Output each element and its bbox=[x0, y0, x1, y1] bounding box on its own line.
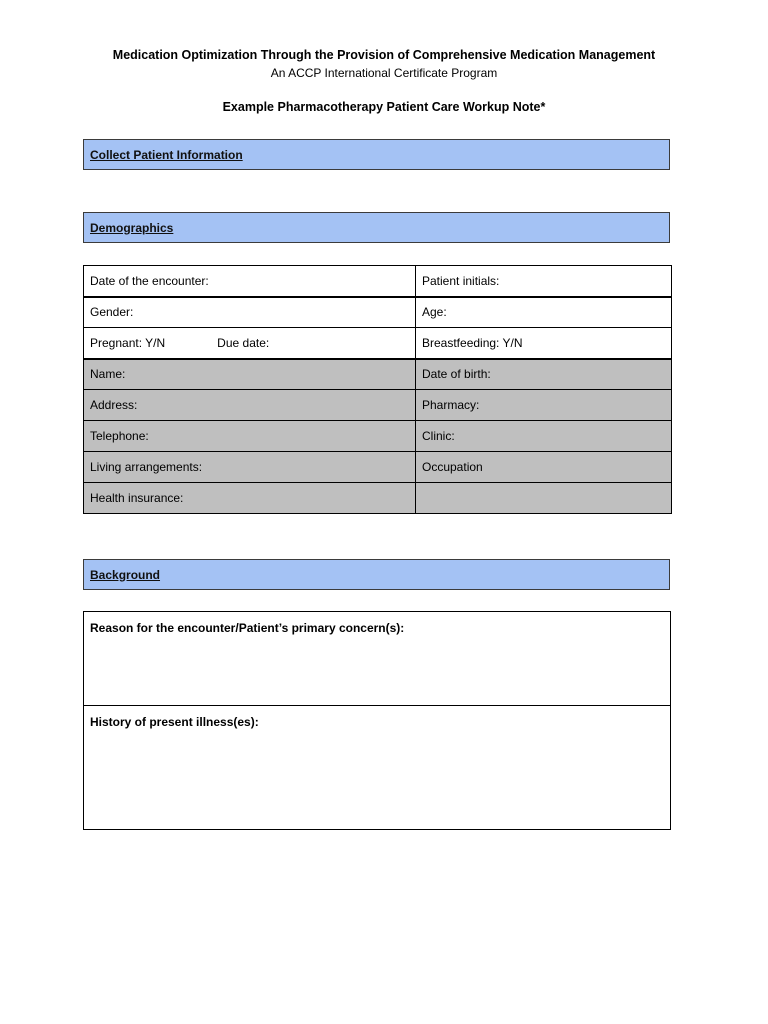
clinic-label: Clinic: bbox=[422, 429, 455, 443]
occupation-field[interactable] bbox=[416, 452, 672, 483]
gender-field[interactable] bbox=[84, 297, 416, 328]
primary-concern-label: Reason for the encounter/Patient’s primary concern(s): bbox=[90, 621, 405, 635]
breastfeeding-label: Breastfeeding: Y/N bbox=[422, 335, 523, 350]
section-header-demographics bbox=[83, 212, 670, 243]
primary-concern-field[interactable] bbox=[84, 612, 671, 706]
name-label: Name: bbox=[90, 367, 126, 382]
date-of-birth-label: Date of birth: bbox=[422, 367, 491, 382]
table-row bbox=[84, 483, 672, 514]
age-field[interactable] bbox=[416, 297, 672, 328]
table-row bbox=[84, 706, 671, 830]
section-header-collect bbox=[83, 139, 670, 170]
table-row bbox=[84, 390, 672, 421]
section-header-background-label: Background bbox=[90, 567, 161, 582]
section-header-collect-label: Collect Patient Information bbox=[90, 147, 243, 162]
history-present-illness-field[interactable] bbox=[84, 706, 671, 830]
table-row bbox=[84, 612, 671, 706]
history-present-illness-label: History of present illness(es): bbox=[90, 715, 259, 729]
telephone-field[interactable] bbox=[84, 421, 416, 452]
telephone-label: Telephone: bbox=[90, 429, 149, 443]
pharmacy-field[interactable] bbox=[416, 390, 672, 421]
address-field[interactable] bbox=[84, 390, 416, 421]
health-insurance-field[interactable] bbox=[84, 483, 416, 514]
note-title: Example Pharmacotherapy Patient Care Workup Note* bbox=[222, 100, 546, 114]
patient-initials-field[interactable] bbox=[416, 266, 672, 297]
due-date-label: Due date: bbox=[217, 335, 270, 350]
patient-initials-label: Patient initials: bbox=[422, 273, 500, 288]
clinic-field[interactable] bbox=[416, 421, 672, 452]
table-row bbox=[84, 266, 672, 297]
encounter-date-field[interactable] bbox=[84, 266, 416, 297]
demographics-table bbox=[83, 265, 672, 514]
occupation-label: Occupation bbox=[422, 460, 483, 474]
gender-label: Gender: bbox=[90, 305, 134, 320]
pharmacy-label: Pharmacy: bbox=[422, 398, 480, 412]
living-arrangements-label: Living arrangements: bbox=[90, 460, 203, 474]
empty-cell bbox=[416, 483, 672, 514]
address-label: Address: bbox=[90, 398, 138, 412]
document-title: Medication Optimization Through the Provision of Comprehensive Medication Management bbox=[112, 48, 656, 62]
table-row bbox=[84, 297, 672, 328]
living-arrangements-field[interactable] bbox=[84, 452, 416, 483]
breastfeeding-field[interactable] bbox=[416, 328, 672, 359]
background-table bbox=[83, 611, 671, 830]
table-row bbox=[84, 421, 672, 452]
age-label: Age: bbox=[422, 305, 447, 320]
document-subtitle: An ACCP International Certificate Program bbox=[270, 66, 498, 80]
pregnant-label: Pregnant: Y/N bbox=[90, 335, 166, 350]
date-of-birth-field[interactable] bbox=[416, 359, 672, 390]
table-row bbox=[84, 452, 672, 483]
name-field[interactable] bbox=[84, 359, 416, 390]
table-row bbox=[84, 359, 672, 390]
health-insurance-label: Health insurance: bbox=[90, 491, 184, 505]
encounter-date-label: Date of the encounter: bbox=[90, 273, 209, 288]
section-header-background bbox=[83, 559, 670, 590]
pregnant-field[interactable] bbox=[84, 328, 416, 359]
table-row bbox=[84, 328, 672, 359]
section-header-demographics-label: Demographics bbox=[90, 220, 174, 235]
